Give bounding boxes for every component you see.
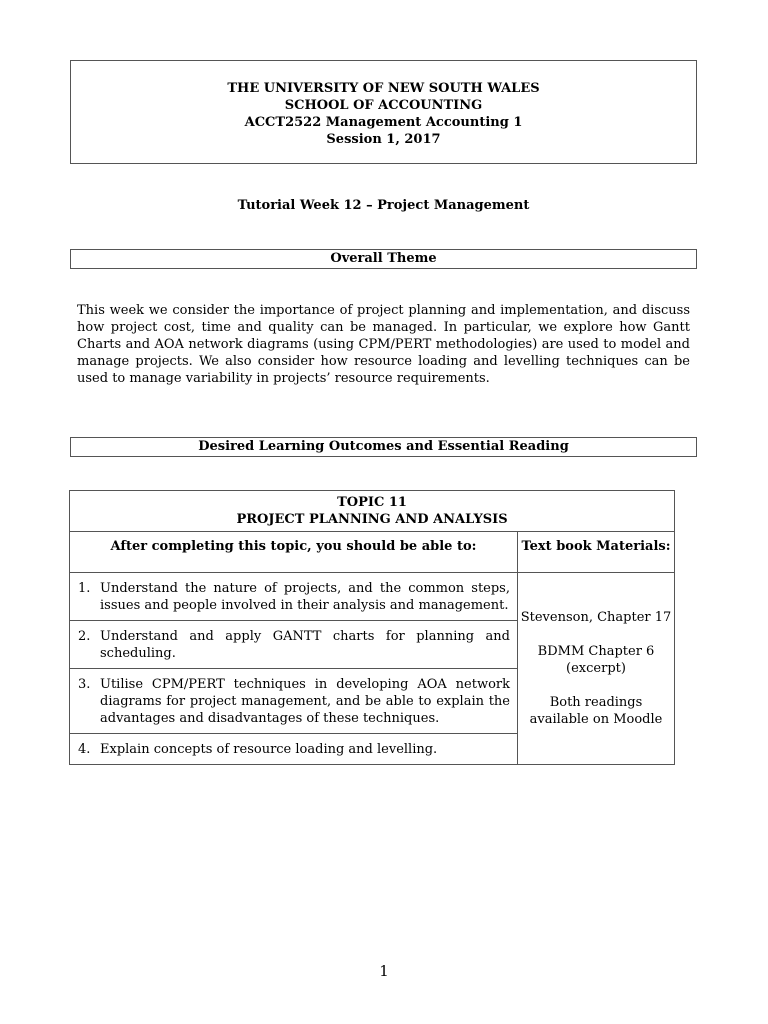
outcome-number: 2. — [78, 629, 91, 644]
learning-outcomes-table — [69, 490, 675, 765]
outcome-number: 3. — [78, 677, 91, 692]
overall-theme-paragraph: This week we consider the importance of project planning and implementation, and discuss how project cost, time and quality can be managed. In particular, we explore how Gantt Charts and AOA network diagrams (using CPM/PERT methodologies) are used to model and manage projects. We also consider how resource loading and levelling techniques can be used to manage variability in projects’ resource requirements. — [77, 303, 690, 386]
textbook-materials-cell — [518, 573, 675, 765]
outcome-number: 4. — [78, 742, 91, 757]
materials-column-header: Text book Materials: — [518, 532, 675, 573]
university-name: THE UNIVERSITY OF NEW SOUTH WALES — [227, 81, 540, 96]
outcome-text: Understand the nature of projects, and the common steps, issues and people involved in their analysis and management. — [100, 581, 510, 613]
reading-bdmm-note: (excerpt) — [566, 661, 626, 676]
reading-bdmm: BDMM Chapter 6 — [537, 644, 655, 659]
readings-availability-line1: Both readings — [549, 695, 643, 710]
topic-title: PROJECT PLANNING AND ANALYSIS — [236, 512, 508, 527]
topic-number: TOPIC 11 — [337, 495, 407, 510]
outcome-text: Utilise CPM/PERT techniques in developing AOA network diagrams for project management, and be able to explain the advantages and disadvantages of these techniques. — [100, 677, 510, 726]
school-name: SCHOOL OF ACCOUNTING — [284, 98, 483, 113]
outcome-number: 1. — [78, 581, 91, 596]
topic-header-cell — [70, 491, 675, 532]
document-header — [70, 60, 697, 164]
tutorial-title: Tutorial Week 12 – Project Management — [237, 198, 530, 213]
overall-theme-heading: Overall Theme — [70, 249, 697, 269]
outcomes-column-header: After completing this topic, you should be able to: — [70, 532, 518, 573]
outcome-text: Explain concepts of resource loading and levelling. — [100, 742, 438, 757]
readings-availability-line2: available on Moodle — [529, 712, 663, 727]
outcome-row — [70, 669, 518, 734]
outcome-row — [70, 573, 518, 621]
outcome-text: Understand and apply GANTT charts for planning and scheduling. — [100, 629, 510, 661]
outcome-row — [70, 734, 518, 765]
learning-outcomes-heading: Desired Learning Outcomes and Essential Reading — [70, 437, 697, 457]
page-number: 1 — [379, 962, 389, 980]
course-title: ACCT2522 Management Accounting 1 — [244, 115, 523, 130]
session-label: Session 1, 2017 — [326, 132, 441, 147]
outcome-row — [70, 621, 518, 669]
reading-stevenson: Stevenson, Chapter 17 — [520, 610, 672, 625]
